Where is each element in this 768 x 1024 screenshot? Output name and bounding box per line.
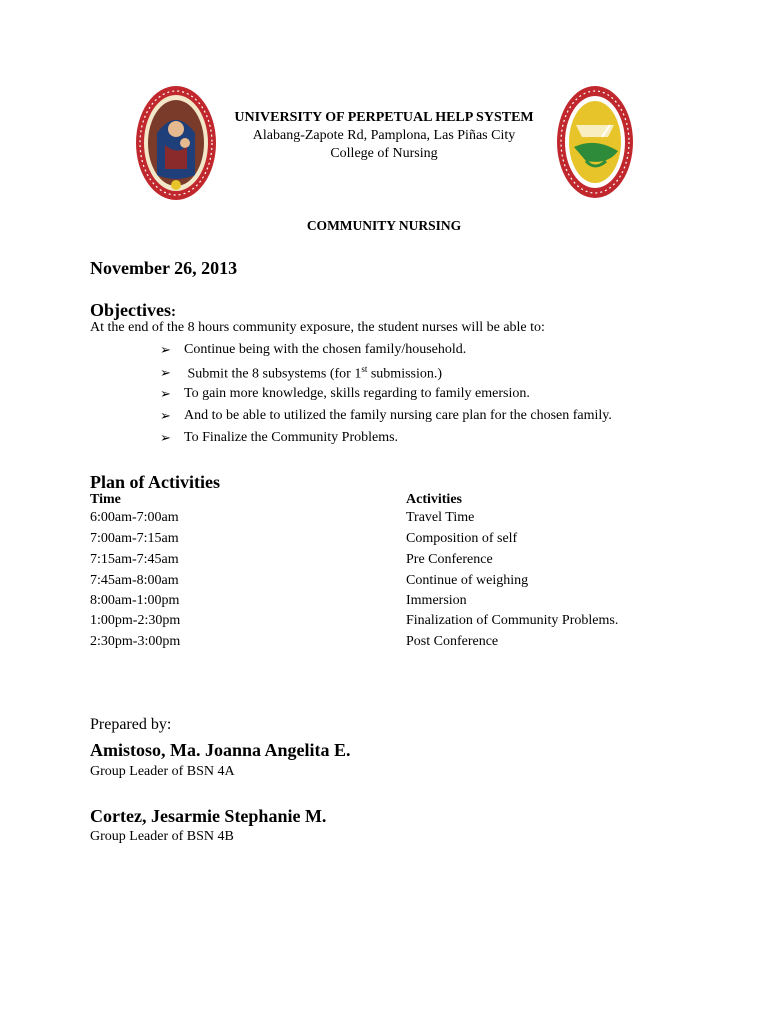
objective-item: ➢ Submit the 8 subsystems (for 1st submission.) [160, 364, 443, 382]
activity-cell: Travel Time [406, 510, 475, 525]
activity-cell: Pre Conference [406, 552, 493, 567]
time-cell: 1:00pm-2:30pm [90, 613, 181, 628]
activities-column-header: Activities [406, 492, 462, 507]
arrow-bullet-icon: ➢ [160, 342, 171, 358]
plan-heading: Plan of Activities [90, 472, 220, 492]
university-name: UNIVERSITY OF PERPETUAL HELP SYSTEM [234, 110, 534, 125]
objective-item: ➢ And to be able to utilized the family nursing care plan for the chosen family. [160, 408, 612, 424]
college-name: College of Nursing [330, 146, 438, 161]
preparer-name: Amistoso, Ma. Joanna Angelita E. [90, 740, 351, 760]
arrow-bullet-icon: ➢ [160, 408, 171, 424]
time-cell: 7:45am-8:00am [90, 573, 179, 588]
time-cell: 7:15am-7:45am [90, 552, 179, 567]
preparer-role: Group Leader of BSN 4B [90, 829, 234, 844]
objective-item: ➢ Continue being with the chosen family/household. [160, 342, 467, 358]
time-cell: 2:30pm-3:00pm [90, 634, 181, 649]
objective-item: ➢ To gain more knowledge, skills regarding to family emersion. [160, 386, 530, 402]
objective-item: ➢ To Finalize the Community Problems. [160, 430, 399, 446]
activity-cell: Finalization of Community Problems. [406, 613, 619, 628]
objectives-intro: At the end of the 8 hours community exposure, the student nurses will be able to: [90, 320, 545, 335]
preparer-name: Cortez, Jesarmie Stephanie M. [90, 806, 327, 826]
time-cell: 6:00am-7:00am [90, 510, 179, 525]
objectives-heading: Objectives: [90, 300, 176, 320]
activity-cell: Continue of weighing [406, 573, 529, 588]
activity-cell: Composition of self [406, 531, 518, 546]
arrow-bullet-icon: ➢ [160, 430, 171, 446]
arrow-bullet-icon: ➢ [160, 365, 171, 381]
prepared-by-label: Prepared by: [90, 716, 172, 733]
preparer-role: Group Leader of BSN 4A [90, 764, 235, 779]
activity-cell: Immersion [406, 593, 467, 608]
document-date: November 26, 2013 [90, 258, 238, 278]
university-address: Alabang-Zapote Rd, Pamplona, Las Piñas City [252, 128, 516, 143]
activity-cell: Post Conference [406, 634, 499, 649]
time-cell: 7:00am-7:15am [90, 531, 179, 546]
time-cell: 8:00am-1:00pm [90, 593, 180, 608]
course-title: COMMUNITY NURSING [306, 218, 462, 233]
time-column-header: Time [90, 492, 121, 507]
arrow-bullet-icon: ➢ [160, 386, 171, 402]
